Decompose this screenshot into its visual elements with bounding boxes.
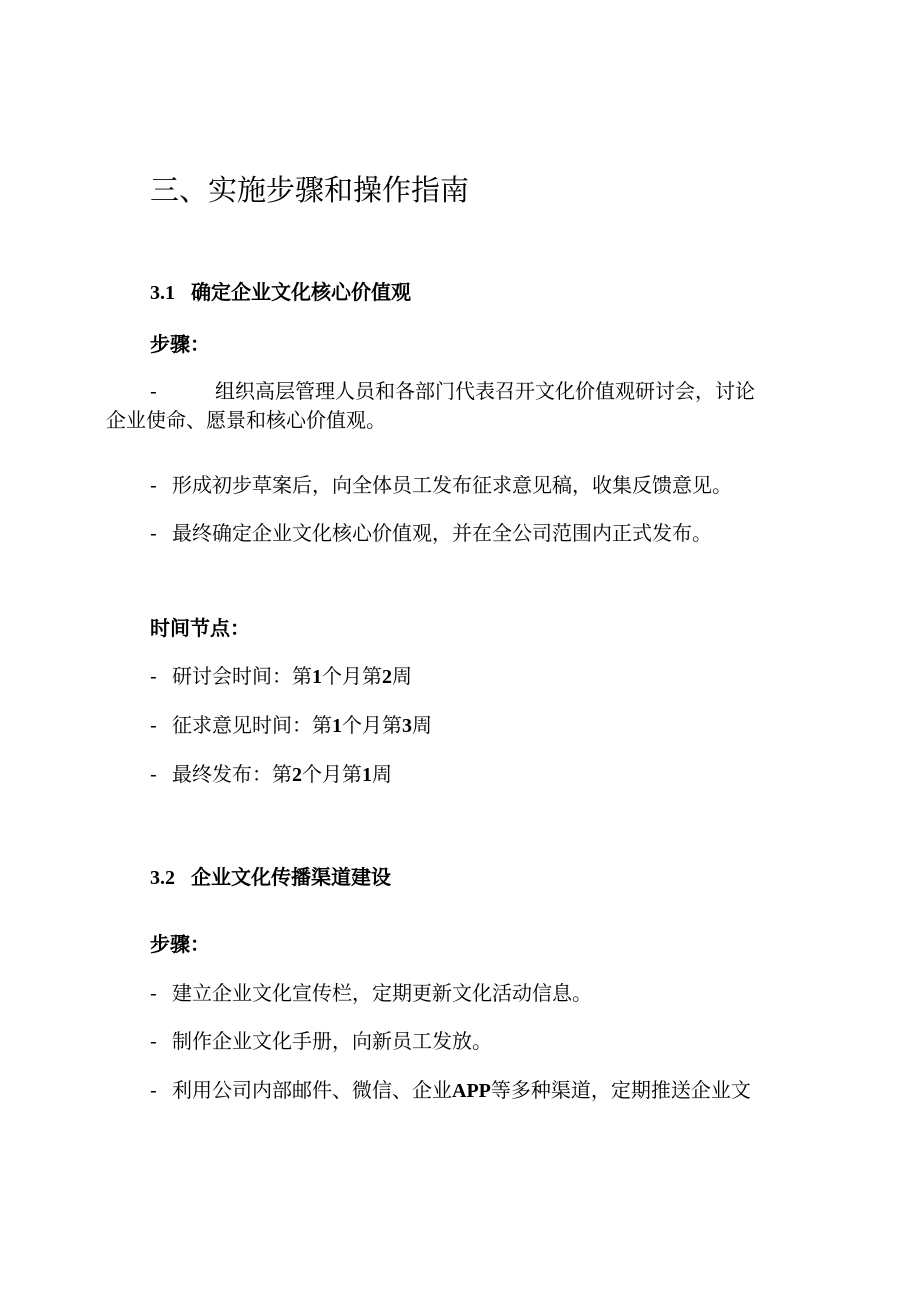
list-item [150,517,712,546]
bullet-dash: - [150,1078,157,1102]
timeline-text: 个月第 [342,713,402,737]
list-item [150,1074,751,1103]
timeline-item [150,758,392,787]
list-item [150,375,755,404]
list-item-text: 最终确定企业文化核心价值观，并在全公司范围内正式发布。 [172,521,712,545]
list-item-text: 制作企业文化手册，向新员工发放。 [172,1029,492,1053]
list-item [150,977,592,1006]
list-item-text: 利用公司内部邮件、微信、企业 [172,1078,452,1102]
list-item-text: 等多种渠道，定期推送企业文 [490,1078,751,1102]
bullet-dash: - [150,521,157,545]
month-number: 1 [332,715,342,737]
timeline-text: 个月第 [322,664,382,688]
subsection-title: 企业文化传播渠道建设 [191,865,391,889]
week-number: 3 [402,715,412,737]
subsection-heading-3-1 [150,276,411,305]
timeline-text: 研讨会时间：第 [172,664,312,688]
bullet-dash: - [150,379,157,403]
timeline-item [150,709,432,738]
steps-label: 步骤： [150,332,210,356]
month-number: 2 [292,764,302,786]
subsection-number: 3.2 [150,867,175,889]
bullet-dash: - [150,981,157,1005]
list-item [150,1025,492,1054]
bullet-dash: - [150,664,157,688]
bullet-dash: - [150,473,157,497]
timeline-text: 周 [372,762,392,786]
list-item-text: 形成初步草案后，向全体员工发布征求意见稿，收集反馈意见。 [172,473,732,497]
timeline-text: 个月第 [302,762,362,786]
timeline-text: 征求意见时间：第 [172,713,332,737]
list-item-text: 组织高层管理人员和各部门代表召开文化价值观研讨会，讨论 [215,379,755,403]
list-item-continuation: 企业使命、愿景和核心价值观。 [106,408,386,432]
timeline-text: 周 [392,664,412,688]
subsection-title: 确定企业文化核心价值观 [191,280,411,304]
timeline-label: 时间节点： [150,616,250,640]
steps-label: 步骤： [150,932,210,956]
list-item-text: 建立企业文化宣传栏，定期更新文化活动信息。 [172,981,592,1005]
subsection-number: 3.1 [150,282,175,304]
bullet-dash: - [150,762,157,786]
week-number: 1 [362,764,372,786]
bullet-dash: - [150,713,157,737]
timeline-text: 最终发布：第 [172,762,292,786]
subsection-heading-3-2 [150,861,391,890]
section-title: 三、实施步骤和操作指南 [150,173,470,207]
bullet-dash: - [150,1029,157,1053]
timeline-item [150,660,412,689]
week-number: 2 [382,666,392,688]
month-number: 1 [312,666,322,688]
app-term: APP [452,1080,491,1102]
list-item [150,469,732,498]
timeline-text: 周 [412,713,432,737]
